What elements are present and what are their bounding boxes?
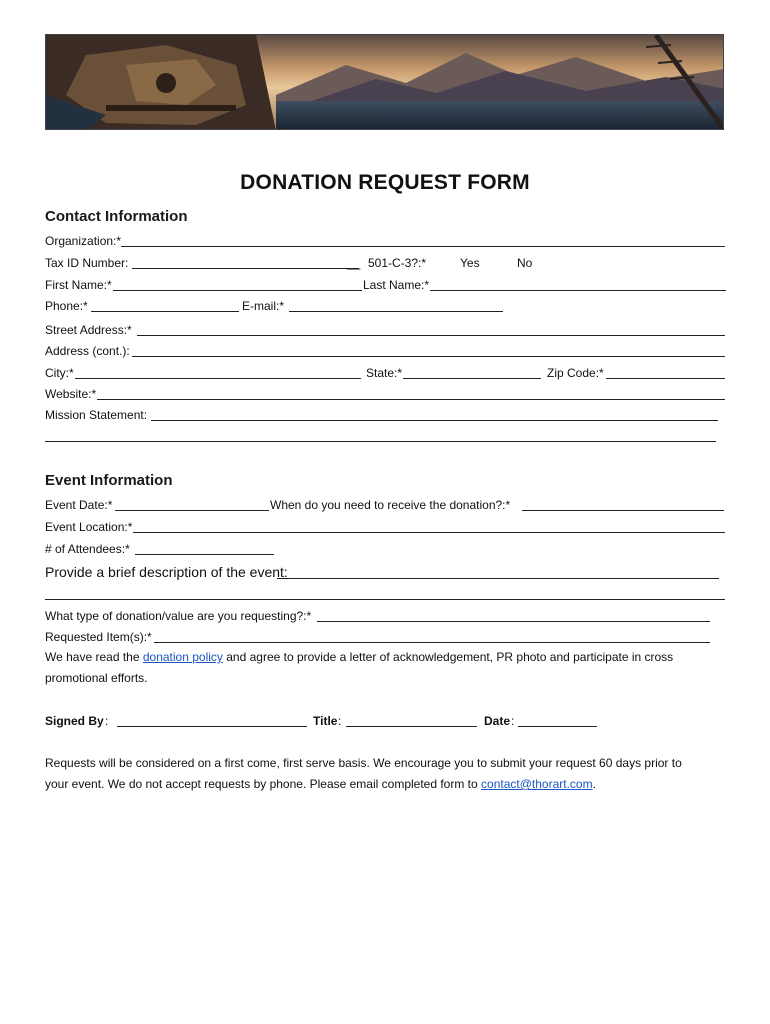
event-information-heading: Event Information: [45, 472, 173, 489]
address-cont-row: [45, 344, 727, 358]
name-row: [45, 278, 727, 292]
donation-type-field[interactable]: [317, 621, 710, 622]
donation-policy-link[interactable]: donation policy: [142, 650, 223, 664]
phone-field[interactable]: [91, 311, 239, 312]
street-address-field[interactable]: [137, 335, 725, 336]
mission-statement-label: Mission Statement:: [45, 408, 148, 422]
organization-label: Organization:*: [45, 234, 122, 248]
tax-id-label: Tax ID Number:: [45, 256, 129, 270]
notice-paragraph: [45, 753, 727, 795]
phone-label: Phone:*: [45, 299, 88, 313]
event-date-row: [45, 498, 727, 512]
event-location-field[interactable]: [133, 532, 725, 533]
organization-row: [45, 234, 727, 248]
attendees-label: # of Attendees:*: [45, 542, 130, 556]
agreement-text-line2: promotional efforts.: [45, 671, 148, 685]
notice-end: .: [592, 777, 596, 791]
title-colon: :: [338, 714, 342, 728]
event-date-field[interactable]: [115, 510, 269, 511]
street-row: [45, 323, 727, 337]
first-name-label: First Name:*: [45, 278, 112, 292]
agreement-text-start: We have read the: [45, 650, 143, 664]
signed-by-colon: :: [105, 714, 109, 728]
signed-by-field[interactable]: [117, 726, 307, 727]
attendees-field[interactable]: [135, 554, 274, 555]
last-name-label: Last Name:*: [363, 278, 430, 292]
city-state-zip-row: [45, 366, 727, 380]
email-field[interactable]: [289, 311, 503, 312]
website-field[interactable]: [97, 399, 725, 400]
state-label: State:*: [366, 366, 403, 380]
date-colon: :: [511, 714, 515, 728]
mission-statement-field-line2[interactable]: [45, 441, 716, 442]
event-description-field-line2[interactable]: [45, 599, 725, 600]
phone-email-row: [45, 299, 727, 313]
zip-field[interactable]: [606, 378, 725, 379]
organization-field[interactable]: [121, 246, 725, 247]
description-row: [45, 565, 727, 581]
landscape-illustration-icon: [46, 35, 724, 130]
zip-label: Zip Code:*: [547, 366, 604, 380]
address-cont-field[interactable]: [132, 356, 725, 357]
website-row: [45, 387, 727, 401]
title-label: Title: [313, 714, 338, 728]
donation-type-label: What type of donation/value are you requesting?:*: [45, 609, 312, 623]
last-name-field[interactable]: [430, 290, 726, 291]
mission-row: [45, 408, 727, 422]
notice-line1: Requests will be considered on a first come, first serve basis. We encourage you to submit your request 60 days prior to: [45, 756, 682, 770]
donation-type-row: [45, 609, 727, 623]
title-field[interactable]: [346, 726, 477, 727]
requested-items-field[interactable]: [154, 642, 710, 643]
requested-items-row: [45, 630, 727, 644]
attendees-row: [45, 542, 727, 556]
contact-information-heading: Contact Information: [45, 208, 188, 225]
event-location-label: Event Location:*: [45, 520, 133, 534]
event-description-field[interactable]: [277, 578, 719, 579]
first-name-field[interactable]: [113, 290, 362, 291]
state-field[interactable]: [403, 378, 541, 379]
c3-label: 501-C-3?:*: [368, 256, 427, 270]
event-description-label: Provide a brief description of the event:: [45, 564, 288, 580]
address-cont-label: Address (cont.):: [45, 344, 130, 358]
city-field[interactable]: [75, 378, 361, 379]
tax-id-field[interactable]: [132, 268, 359, 269]
agreement-text-end: and agree to provide a letter of acknowledgement, PR photo and participate in cross: [222, 650, 674, 664]
requested-items-label: Requested Item(s):*: [45, 630, 152, 644]
event-location-row: [45, 520, 727, 534]
c3-no-option[interactable]: No: [517, 256, 533, 270]
street-address-label: Street Address:*: [45, 323, 132, 337]
receive-date-label: When do you need to receive the donation?:*: [270, 498, 511, 512]
tax-id-row: [45, 256, 727, 270]
contact-email-link[interactable]: contact@thorart.com: [481, 777, 593, 791]
receive-date-field[interactable]: [522, 510, 724, 511]
notice-line2: your event. We do not accept requests by phone. Please email completed form to: [45, 777, 482, 791]
event-date-label: Event Date:*: [45, 498, 113, 512]
signed-by-label: Signed By: [45, 714, 104, 728]
city-label: City:*: [45, 366, 74, 380]
mission-statement-field[interactable]: [151, 420, 718, 421]
email-label: E-mail:*: [242, 299, 285, 313]
signature-row: [45, 714, 727, 728]
header-banner: [45, 34, 724, 130]
tax-id-tail: __: [347, 256, 361, 270]
date-label: Date: [484, 714, 511, 728]
website-label: Website:*: [45, 387, 97, 401]
c3-yes-option[interactable]: Yes: [460, 256, 480, 270]
form-title: DONATION REQUEST FORM: [240, 171, 530, 194]
agreement-paragraph: [45, 647, 727, 689]
date-field[interactable]: [518, 726, 597, 727]
